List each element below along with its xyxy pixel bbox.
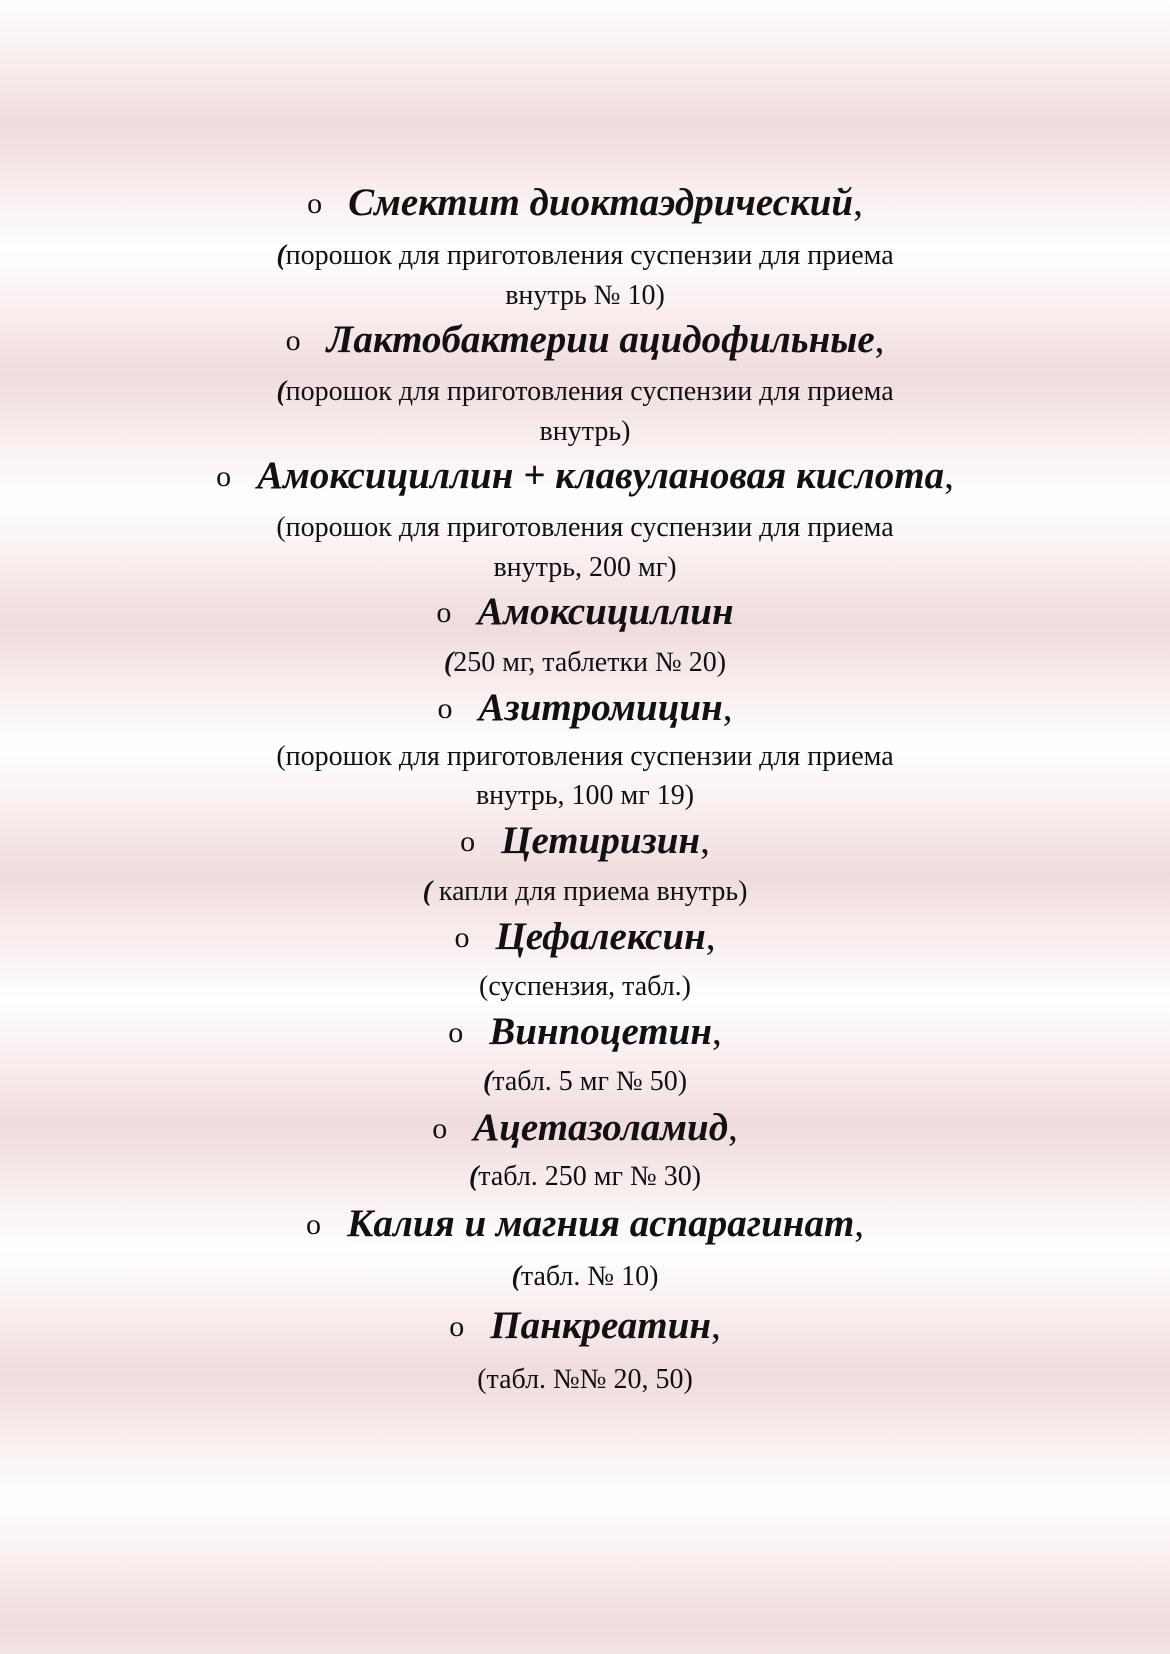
- drug-description-line: [0, 1360, 1170, 1400]
- list-bullet: o: [449, 1310, 465, 1343]
- list-bullet: o: [436, 596, 452, 629]
- drug-name: Азитромицин: [478, 686, 723, 729]
- drug-comma: ,: [944, 454, 954, 497]
- drug-heading: [0, 914, 1170, 961]
- drug-description-line: [0, 1157, 1170, 1197]
- drug-description-line: [0, 872, 1170, 912]
- drug-name: Цетиризин: [501, 819, 701, 862]
- open-paren: (: [479, 971, 489, 1002]
- description-text: порошок для приготовления суспензии для приема: [285, 376, 894, 407]
- drug-description-line: [0, 737, 1170, 777]
- drug-name: Лактобактерии ацидофильные: [326, 318, 875, 361]
- drug-description-line: [0, 643, 1170, 683]
- drug-name: Ацетазоламид: [473, 1106, 729, 1149]
- description-text: суспензия, табл.): [488, 971, 691, 1002]
- open-paren: (: [276, 741, 286, 772]
- drug-comma: ,: [853, 181, 863, 224]
- description-text: порошок для приготовления суспензии для приема: [285, 240, 894, 271]
- drug-name: Смектит диоктаэдрический: [348, 181, 854, 224]
- list-bullet: o: [448, 1016, 464, 1049]
- drug-heading: [0, 317, 1170, 364]
- open-paren: (: [276, 240, 286, 271]
- drug-comma: ,: [705, 915, 716, 958]
- drug-heading: [0, 685, 1170, 732]
- drug-name: Амоксициллин + клавулановая кислота: [257, 454, 945, 497]
- list-bullet: o: [437, 692, 453, 725]
- open-paren: (: [422, 876, 432, 907]
- description-text: табл. №№ 20, 50): [486, 1364, 693, 1395]
- drug-comma: ,: [711, 1010, 722, 1053]
- drug-heading: [0, 180, 1170, 227]
- drug-description-line: внутрь): [539, 416, 631, 447]
- drug-comma: ,: [874, 318, 885, 361]
- drug-heading: [0, 1105, 1170, 1152]
- drug-comma: ,: [728, 1106, 738, 1149]
- open-paren: (: [276, 376, 286, 407]
- drug-heading: [0, 1303, 1170, 1350]
- description-text: табл. 5 мг № 50): [492, 1066, 688, 1097]
- drug-description-line: [0, 508, 1170, 548]
- drug-description-line: [0, 236, 1170, 276]
- list-bullet: o: [305, 1208, 321, 1241]
- drug-comma: ,: [854, 1202, 865, 1245]
- open-paren: (: [276, 512, 286, 543]
- list-bullet: o: [460, 825, 476, 858]
- drug-description-line: [0, 1257, 1170, 1297]
- drug-comma: ,: [710, 1304, 721, 1347]
- drug-description-line: [0, 1062, 1170, 1102]
- list-bullet: o: [432, 1112, 448, 1145]
- drug-heading: [0, 1009, 1170, 1056]
- drug-comma: ,: [722, 686, 733, 729]
- drug-name: Панкреатин: [490, 1304, 711, 1347]
- drug-heading: [0, 1201, 1170, 1248]
- drug-description-line: [0, 967, 1170, 1007]
- drug-description-line: внутрь, 100 мг 19): [475, 780, 695, 811]
- list-bullet: o: [216, 460, 232, 493]
- list-bullet: o: [454, 921, 470, 954]
- open-paren: (: [482, 1066, 493, 1097]
- drug-description-line: [0, 372, 1170, 412]
- open-paren: (: [511, 1261, 521, 1292]
- description-text: табл. № 10): [520, 1261, 659, 1292]
- drug-name: Амоксициллин: [477, 590, 734, 633]
- list-bullet: o: [307, 187, 323, 220]
- description-text: капли для приема внутрь): [431, 876, 748, 907]
- drug-comma: ,: [700, 819, 710, 862]
- description-text: порошок для приготовления суспензии для приема: [285, 741, 894, 772]
- drug-description-line: внутрь № 10): [505, 280, 665, 311]
- description-text: табл. 250 мг № 30): [478, 1161, 702, 1192]
- list-bullet: o: [285, 324, 301, 357]
- open-paren: (: [443, 647, 454, 678]
- description-text: порошок для приготовления суспензии для приема: [285, 512, 894, 543]
- drug-name: Цефалексин: [495, 915, 706, 958]
- drug-name: Калия и магния аспарагинат: [346, 1202, 855, 1245]
- drug-heading: [0, 589, 1170, 636]
- open-paren: (: [468, 1161, 479, 1192]
- drug-name: Винпоцетин: [489, 1010, 712, 1053]
- description-text: 250 мг, таблетки № 20): [453, 647, 727, 678]
- drug-description-line: внутрь, 200 мг): [493, 552, 677, 583]
- drug-heading: [0, 453, 1170, 500]
- drug-heading: [0, 818, 1170, 865]
- open-paren: (: [477, 1364, 487, 1395]
